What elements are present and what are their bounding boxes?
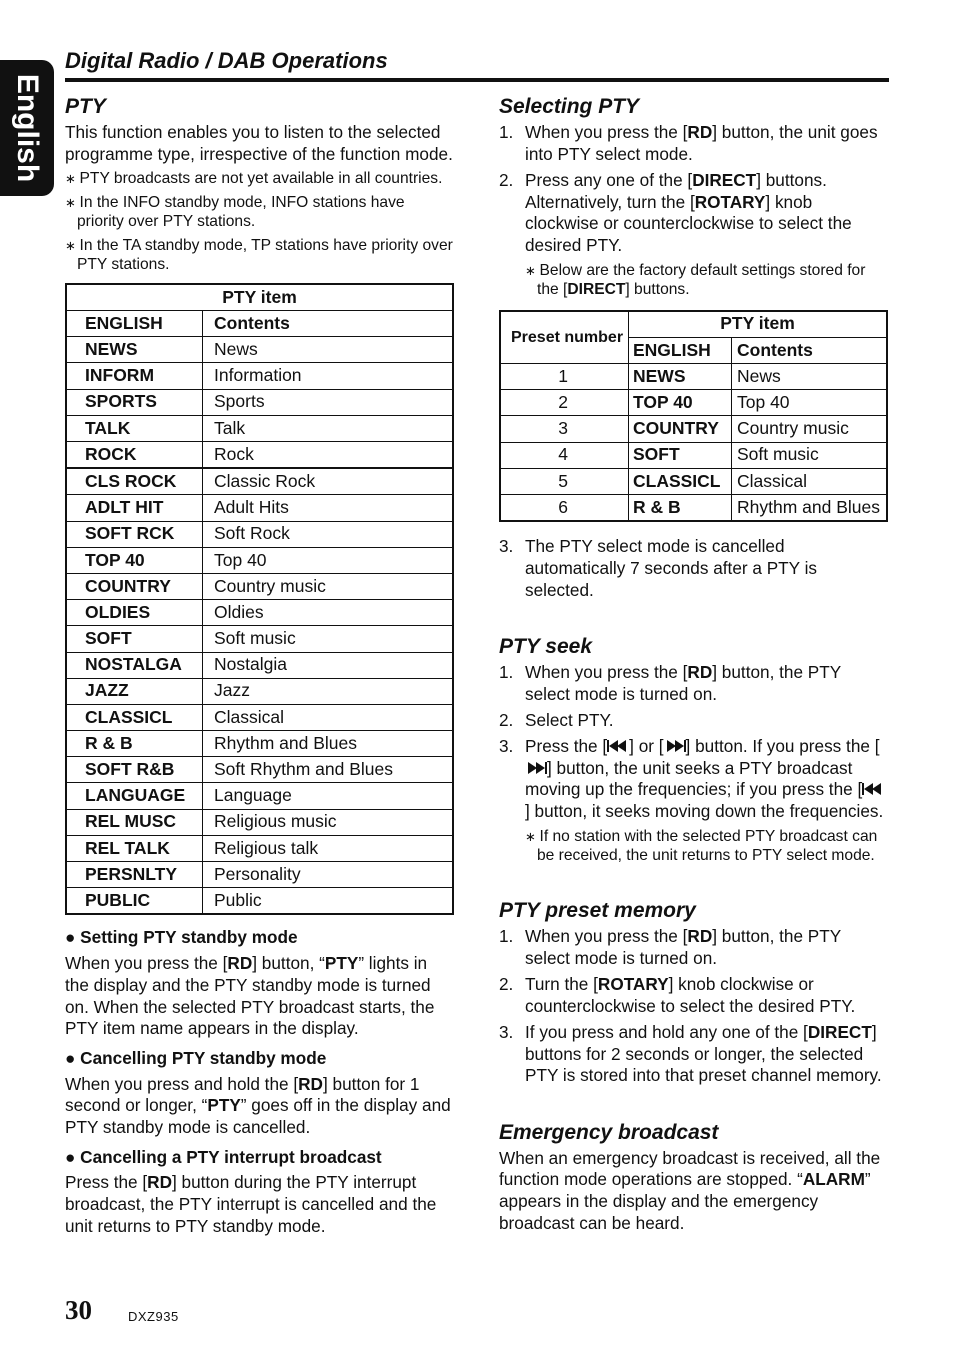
pty-code: PERSNLTY bbox=[66, 862, 203, 888]
language-tab-label: English bbox=[11, 73, 44, 183]
pty-code: SOFT bbox=[66, 626, 203, 652]
table-row bbox=[66, 547, 453, 573]
preset-number: 3 bbox=[500, 416, 629, 442]
pty-column-header-english: ENGLISH bbox=[66, 311, 203, 337]
pty-code: SOFT bbox=[629, 442, 732, 468]
selecting-steps bbox=[499, 122, 889, 300]
pty-note: ∗ In the INFO standby mode, INFO stations have priority over PTY stations. bbox=[65, 193, 455, 232]
pty-contents: Religious music bbox=[203, 809, 454, 835]
table-row bbox=[66, 888, 453, 915]
table-row bbox=[66, 573, 453, 599]
seek-steps bbox=[499, 662, 889, 866]
table-row bbox=[66, 862, 453, 888]
list-item: 2. Press any one of the [DIRECT] buttons. Alternatively, turn the [ROTARY] knob clockwise or counterclockwise to select the desired PTY. ∗ Below are the factory default settings stored for the [DIRECT] buttons. bbox=[499, 170, 889, 300]
pty-contents: Language bbox=[203, 783, 454, 809]
pty-contents: Top 40 bbox=[732, 390, 888, 416]
table-row bbox=[66, 468, 453, 495]
pty-code: OLDIES bbox=[66, 600, 203, 626]
pty-column-header-contents: Contents bbox=[203, 311, 454, 337]
column-header-contents: Contents bbox=[732, 337, 888, 363]
pty-code: REL TALK bbox=[66, 835, 203, 861]
pty-contents: Country music bbox=[732, 416, 888, 442]
pty-contents: Jazz bbox=[203, 678, 454, 704]
table-row bbox=[66, 626, 453, 652]
pty-code: CLS ROCK bbox=[66, 468, 203, 495]
pty-code: R & B bbox=[66, 731, 203, 757]
pty-code: ADLT HIT bbox=[66, 495, 203, 521]
pty-code: SOFT R&B bbox=[66, 757, 203, 783]
cancel-standby-heading: ● Cancelling PTY standby mode bbox=[65, 1048, 455, 1070]
pty-code: COUNTRY bbox=[66, 573, 203, 599]
pty-contents: Nostalgia bbox=[203, 652, 454, 678]
seek-note: ∗ If no station with the selected PTY broadcast can be received, the unit returns to PTY select mode. bbox=[525, 827, 889, 866]
pty-contents: Religious talk bbox=[203, 835, 454, 861]
pty-code: CLASSICL bbox=[629, 468, 732, 494]
table-row bbox=[66, 389, 453, 415]
list-item: 2. Select PTY. bbox=[499, 709, 614, 730]
language-tab bbox=[0, 60, 54, 196]
pty-contents: Talk bbox=[203, 415, 454, 441]
table-row bbox=[66, 600, 453, 626]
table-row bbox=[66, 835, 453, 861]
pty-contents: Soft music bbox=[732, 442, 888, 468]
table-row bbox=[66, 495, 453, 521]
pty-code: SPORTS bbox=[66, 389, 203, 415]
list-item: 2. Turn the [ROTARY] knob clockwise or counterclockwise to select the desired PTY. bbox=[499, 974, 856, 1016]
pty-contents: Soft Rock bbox=[203, 521, 454, 547]
skip-forward-icon bbox=[664, 737, 686, 751]
list-item: 1. When you press the [RD] button, the PTY select mode is turned on. bbox=[499, 926, 841, 968]
pty-contents: Public bbox=[203, 888, 454, 915]
table-row bbox=[66, 521, 453, 547]
table-row bbox=[66, 809, 453, 835]
pty-contents: Soft music bbox=[203, 626, 454, 652]
pty-code: COUNTRY bbox=[629, 416, 732, 442]
list-item: 1. When you press the [RD] button, the unit goes into PTY select mode. bbox=[499, 122, 878, 164]
pty-code: TOP 40 bbox=[629, 390, 732, 416]
pty-code: TOP 40 bbox=[66, 547, 203, 573]
skip-back-icon bbox=[607, 737, 629, 751]
table-row bbox=[500, 416, 887, 442]
emergency-text: When an emergency broadcast is received, all the function mode operations are stopped. “ALARM” appears in the display and the emergency broadcast can be heard. bbox=[499, 1147, 881, 1233]
preset-number: 4 bbox=[500, 442, 629, 468]
pty-code: R & B bbox=[629, 495, 732, 522]
pty-contents: Rhythm and Blues bbox=[203, 731, 454, 757]
preset-number: 5 bbox=[500, 468, 629, 494]
pty-code: INFORM bbox=[66, 363, 203, 389]
skip-back-icon bbox=[862, 780, 884, 794]
pty-note: ∗ PTY broadcasts are not yet available in all countries. bbox=[65, 169, 455, 189]
pty-title: PTY bbox=[65, 95, 106, 118]
pty-contents: Classical bbox=[732, 468, 888, 494]
pty-code: SOFT RCK bbox=[66, 521, 203, 547]
pty-seek-title: PTY seek bbox=[499, 634, 593, 658]
list-item: 1. When you press the [RD] button, the PTY select mode is turned on. bbox=[499, 661, 841, 704]
preset-number: 1 bbox=[500, 364, 629, 390]
pty-contents: Sports bbox=[203, 389, 454, 415]
pty-code: NEWS bbox=[66, 337, 203, 363]
preset-number: 2 bbox=[500, 390, 629, 416]
pty-contents: Classic Rock bbox=[203, 468, 454, 495]
header-rule bbox=[65, 78, 889, 82]
table-row bbox=[500, 364, 887, 390]
pty-contents: Information bbox=[203, 363, 454, 389]
preset-number: 6 bbox=[500, 495, 629, 522]
table-row bbox=[66, 757, 453, 783]
table-row bbox=[66, 652, 453, 678]
pty-code: NOSTALGA bbox=[66, 652, 203, 678]
pty-contents: Country music bbox=[203, 573, 454, 599]
table-row bbox=[66, 731, 453, 757]
table-row bbox=[66, 442, 453, 469]
pty-contents: Rhythm and Blues bbox=[732, 495, 888, 522]
cancel-interrupt-heading: ● Cancelling a PTY interrupt broadcast bbox=[65, 1147, 455, 1169]
pty-intro: This function enables you to listen to the selected programme type, irrespective of the function mode. bbox=[65, 122, 453, 164]
left-column bbox=[65, 92, 455, 1238]
pty-contents: News bbox=[732, 364, 888, 390]
pty-contents: Top 40 bbox=[203, 547, 454, 573]
table-row bbox=[66, 415, 453, 441]
table-row bbox=[66, 363, 453, 389]
section-header: Digital Radio / DAB Operations bbox=[65, 48, 388, 73]
preset-number-header: Preset number bbox=[500, 311, 629, 364]
table-row bbox=[66, 783, 453, 809]
standby-heading: ● Setting PTY standby mode bbox=[65, 927, 455, 949]
pty-item-header: PTY item bbox=[720, 313, 795, 334]
table-row bbox=[500, 390, 887, 416]
pty-code: CLASSICL bbox=[66, 704, 203, 730]
pty-contents: Oldies bbox=[203, 600, 454, 626]
skip-forward-icon bbox=[525, 759, 547, 773]
right-column bbox=[499, 92, 889, 1234]
list-item: 3. If you press and hold any one of the [DIRECT] buttons for 2 seconds or longer, the selected PTY is stored into that preset channel memory. bbox=[499, 1022, 882, 1086]
pty-code: PUBLIC bbox=[66, 888, 203, 915]
column-header-english: ENGLISH bbox=[629, 337, 732, 363]
direct-preset-table bbox=[499, 310, 888, 523]
pty-item-table bbox=[65, 283, 454, 916]
pty-code: TALK bbox=[66, 415, 203, 441]
emergency-broadcast-title: Emergency broadcast bbox=[499, 1120, 719, 1144]
pty-code: NEWS bbox=[629, 364, 732, 390]
preset-memory-steps bbox=[499, 926, 889, 1087]
selecting-pty-title: Selecting PTY bbox=[499, 95, 640, 118]
pty-note: ∗ In the TA standby mode, TP stations have priority over PTY stations. bbox=[65, 236, 455, 275]
pty-contents: Personality bbox=[203, 862, 454, 888]
direct-note: ∗ Below are the factory default settings stored for the [DIRECT] buttons. bbox=[525, 261, 889, 300]
pty-contents: Rock bbox=[203, 442, 454, 469]
table-row bbox=[66, 678, 453, 704]
pty-table-header: PTY item bbox=[222, 286, 297, 307]
cancel-standby-text: When you press and hold the [RD] button for 1 second or longer, “PTY” goes off in the display and PTY standby mode is cancelled. bbox=[65, 1073, 451, 1138]
pty-code: LANGUAGE bbox=[66, 783, 203, 809]
table-row bbox=[66, 704, 453, 730]
table-row bbox=[66, 337, 453, 363]
table-row bbox=[500, 468, 887, 494]
pty-code: JAZZ bbox=[66, 678, 203, 704]
list-item: 3. The PTY select mode is cancelled automatically 7 seconds after a PTY is selected. bbox=[499, 536, 818, 600]
pty-preset-memory-title: PTY preset memory bbox=[499, 899, 696, 923]
standby-text: When you press the [RD] button, “PTY” lights in the display and the PTY standby mode is turned on. When the selected PTY broadcast starts, the PTY item name appears in the display. bbox=[65, 953, 435, 1039]
pty-contents: News bbox=[203, 337, 454, 363]
pty-contents: Adult Hits bbox=[203, 495, 454, 521]
pty-contents: Classical bbox=[203, 704, 454, 730]
pty-code: REL MUSC bbox=[66, 809, 203, 835]
table-row bbox=[500, 495, 887, 522]
model-number: DXZ935 bbox=[128, 1309, 179, 1324]
table-row bbox=[500, 442, 887, 468]
list-item: 3. Press the [ ] or [ ] button. If you press the [] button, the unit seeks a PTY broadcast moving up the frequencies; if you press the [] button, it seeks moving down the frequencies. ∗ If no station with the selected PTY broadcast can be received, the unit returns to PTY select mode. bbox=[499, 736, 889, 866]
pty-contents: Soft Rhythm and Blues bbox=[203, 757, 454, 783]
cancel-interrupt-text: Press the [RD] button during the PTY interrupt broadcast, the PTY interrupt is cancelled and the unit returns to PTY standby mode. bbox=[65, 1172, 437, 1236]
pty-code: ROCK bbox=[66, 442, 203, 469]
page-number: 30 bbox=[65, 1295, 92, 1325]
